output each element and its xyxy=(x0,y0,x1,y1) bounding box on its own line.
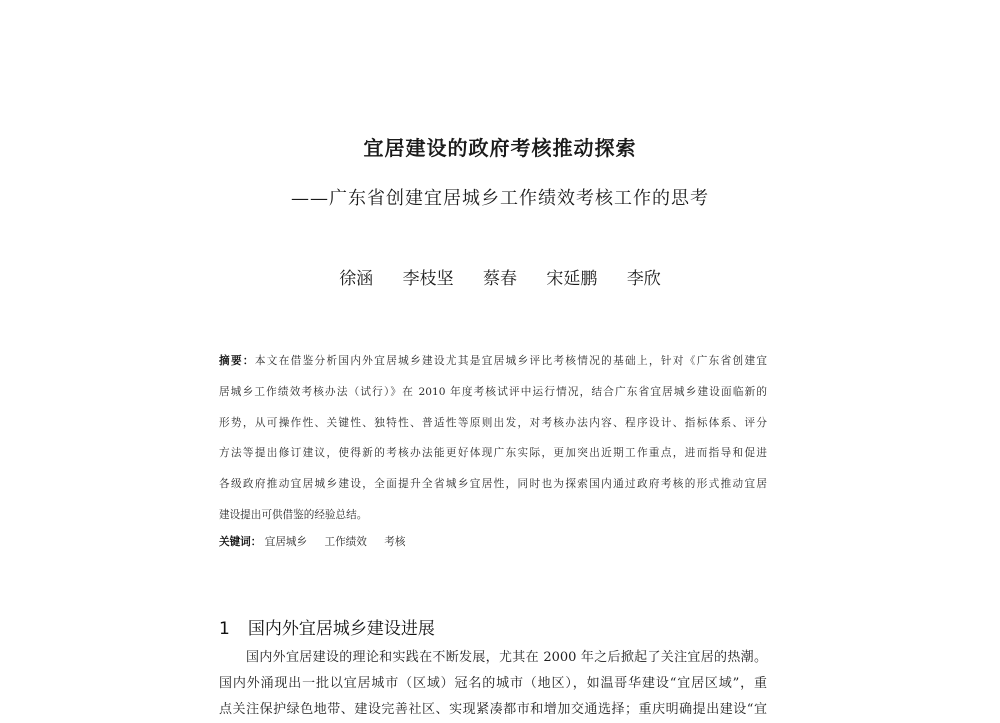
section-number: 1 xyxy=(219,619,230,639)
keyword: 宜居城乡 xyxy=(264,536,308,548)
abstract-line xyxy=(219,346,767,377)
paper-title: 宜居建设的政府考核推动探索 xyxy=(363,136,637,160)
body-paragraph xyxy=(219,645,767,723)
abstract-line: 形势，从可操作性、关键性、独特性、普适性等原则出发，对考核办法内容、程序设计、指标体系、评分 xyxy=(219,416,767,429)
author-name: 李欣 xyxy=(626,269,661,289)
author-list xyxy=(0,264,1000,289)
keywords xyxy=(219,534,419,549)
abstract-line: 建设提出可供借鉴的经验总结。 xyxy=(219,508,368,521)
author-name: 徐涵 xyxy=(339,269,374,289)
body-line: 点关注保护绿色地带、建设完善社区、实现紧凑都市和增加交通选择；重庆明确提出建设“宜 xyxy=(219,702,767,717)
paper-subtitle: ——广东省创建宜居城乡工作绩效考核工作的思考 xyxy=(291,188,709,209)
body-line: 国内外涌现出一批以宜居城市（区域）冠名的城市（地区），如温哥华建设“宜居区域”，重 xyxy=(219,676,767,691)
abstract xyxy=(219,346,767,531)
abstract-text: 本文在借鉴分析国内外宜居城乡建设尤其是宜居城乡评比考核情况的基础上，针对《广东省创建宜 xyxy=(254,355,767,367)
abstract-line: 方法等提出修订建议，使得新的考核办法能更好体现广东实际，更加突出近期工作重点，进而指导和促进 xyxy=(219,447,767,460)
abstract-line: 各级政府推动宜居城乡建设，全面提升全省城乡宜居性，同时也为探索国内通过政府考核的形式推动宜居 xyxy=(219,478,767,491)
keyword: 工作绩效 xyxy=(324,536,367,548)
author-name: 李枝坚 xyxy=(402,269,454,289)
body-line: 国内外宜居建设的理论和实践在不断发展，尤其在 2000 年之后掀起了关注宜居的热潮。 xyxy=(246,650,767,665)
section-title: 国内外宜居城乡建设进展 xyxy=(247,619,435,639)
section-heading xyxy=(219,614,435,639)
abstract-line: 居城乡工作绩效考核办法（试行）》在 2010 年度考核试评中运行情况，结合广东省宜居城乡建设面临新的 xyxy=(219,385,767,398)
keyword: 考核 xyxy=(384,536,406,548)
abstract-label: 摘要： xyxy=(219,355,255,367)
author-name: 宋延鹏 xyxy=(546,269,598,289)
keywords-label: 关键词： xyxy=(219,536,262,548)
author-name: 蔡春 xyxy=(483,269,517,289)
